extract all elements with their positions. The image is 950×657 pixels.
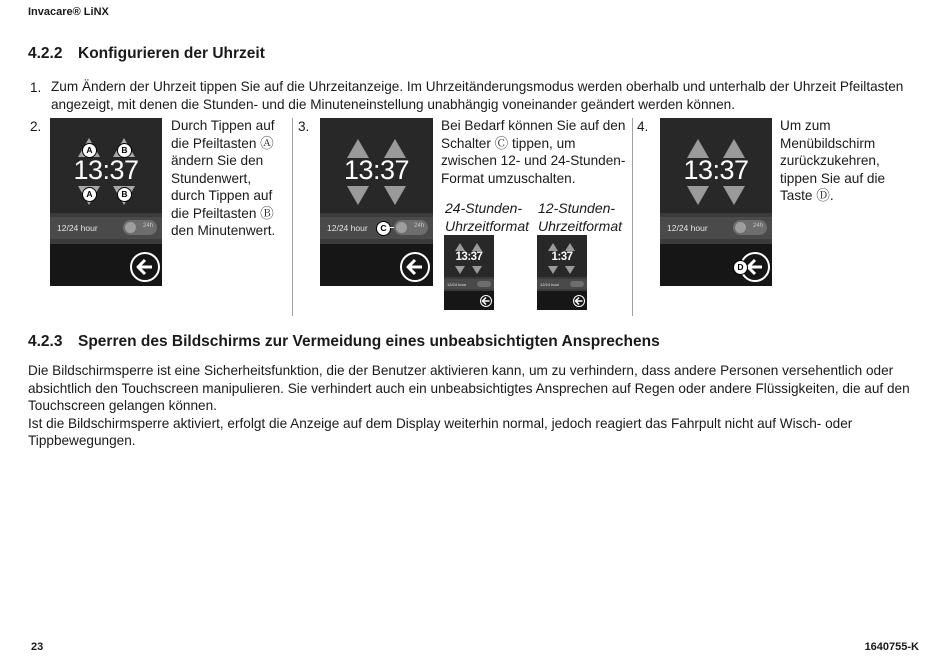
section-heading-4-2-2 (28, 45, 265, 63)
back-arrow-icon (400, 252, 430, 282)
format-toggle (570, 281, 584, 287)
step-3-line: Schalter Ⓒ tippen, um (441, 135, 576, 151)
minute-down-arrow-icon (384, 186, 406, 205)
minute-down-arrow-icon (723, 186, 745, 205)
screen-nav-area (660, 244, 772, 286)
step-3-line: Format umzuschalten. (441, 170, 576, 186)
hour-down-arrow-icon (548, 266, 558, 274)
section-title: Sperren des Bildschirms zur Vermeidung eines unbeabsichtigten Ansprechens (78, 333, 660, 350)
screen-nav-area (320, 244, 433, 286)
screen-small-24h (444, 235, 494, 310)
time-display: 13:37 (73, 155, 139, 185)
step-2-line: durch Tippen auf (171, 188, 273, 203)
screen-step-4 (660, 118, 772, 286)
paragraph-line: absichtlich den Touchscreen manipulieren. Sie verhindert auch ein unbeabsichtigtes Ansprechen auf Regen oder andere Flüssigkeiten, die auf den (28, 380, 910, 396)
marker-b-icon: B (117, 143, 132, 158)
step-4-line: Um zum (780, 118, 831, 133)
step-4-number: 4. (637, 119, 649, 134)
step-1-line: angezeigt, mit denen die Stunden- und die Minuteneinstellung unabhängig voneinander geändert werden können. (51, 96, 735, 112)
hour-down-arrow-icon (455, 266, 465, 274)
format-toggle (733, 220, 767, 235)
caption-line: 12-Stunden- (538, 200, 616, 216)
caption-24h-format (445, 199, 529, 235)
paragraph-line: Die Bildschirmsperre ist eine Sicherheitsfunktion, die der Benutzer aktivieren kann, um zu verhindern, dass andere Personen versehentlich oder (28, 363, 894, 378)
caption-12h-format (538, 199, 622, 235)
screen-nav-area (444, 291, 494, 310)
section-number: 4.2.3 (28, 333, 63, 350)
time-display: 13:37 (343, 155, 410, 185)
format-toggle (394, 220, 428, 235)
step-1-text (51, 78, 941, 113)
marker-a-icon: A (82, 187, 97, 202)
step-3-number: 3. (298, 119, 310, 134)
minute-up-arrow-icon (565, 243, 575, 251)
screen-step-3 (320, 118, 433, 286)
step-2-text (171, 117, 291, 240)
column-divider (292, 118, 293, 316)
marker-a-icon: A (82, 143, 97, 158)
step-1-number: 1. (30, 80, 42, 95)
step-3-line: Bei Bedarf können Sie auf den (441, 118, 626, 133)
format-bar (320, 217, 433, 239)
step-2-line: die Pfeiltasten Ⓐ (171, 135, 274, 151)
time-display: 1:37 (551, 251, 573, 263)
screen-nav-area (50, 244, 162, 286)
format-bar (660, 217, 772, 239)
step-2-line: Stundenwert, (171, 170, 252, 186)
toggle-label: 24h (752, 223, 763, 229)
step-4-line: Taste Ⓓ. (780, 188, 834, 203)
section-heading-4-2-3 (28, 333, 660, 351)
column-divider (632, 118, 633, 316)
step-4-line: tippen Sie auf die (780, 170, 886, 186)
hour-up-arrow-icon (455, 243, 465, 251)
format-toggle (123, 220, 157, 235)
format-label: 12/24 hour (667, 223, 708, 233)
screen-nav-area (537, 291, 587, 310)
step-4-line: zurückzukehren, (780, 153, 880, 168)
step-2-line: den Minutenwert. (171, 223, 276, 238)
marker-c-icon: C (376, 221, 391, 236)
step-3-line: zwischen 12- und 24-Stunden- (441, 153, 626, 168)
step-4-text (780, 117, 930, 205)
back-arrow-icon (480, 295, 492, 307)
format-label: 12/24 hour (327, 223, 368, 233)
step-4-line: Menübildschirm (780, 135, 876, 151)
document-header: Invacare® LiNX (28, 6, 109, 18)
format-bar (50, 217, 162, 239)
step-2-line: Durch Tippen auf (171, 118, 275, 133)
hour-down-arrow-icon (347, 186, 369, 205)
minute-down-arrow-icon (472, 266, 482, 274)
paragraph-line: Ist die Bildschirmsperre aktiviert, erfolgt die Anzeige auf dem Display weiterhin normal, jedoch reagiert das Fahrpult nicht auf Wisch- oder (28, 415, 853, 431)
step-2-line: ändern Sie den (171, 153, 264, 168)
hour-down-arrow-icon (687, 186, 709, 205)
format-toggle (477, 281, 491, 287)
minute-up-arrow-icon (472, 243, 482, 251)
format-bar (444, 279, 494, 289)
format-bar (537, 279, 587, 289)
caption-line: Uhrzeitformat (538, 218, 623, 234)
time-display: 13:37 (455, 251, 483, 263)
step-2-line: die Pfeiltasten Ⓑ (171, 205, 274, 221)
format-label: 12/24 hour (57, 223, 98, 233)
format-label: 12/24 hour (540, 282, 560, 287)
marker-b-icon: B (117, 187, 132, 202)
caption-line: Uhrzeitformat (445, 218, 530, 234)
back-arrow-icon (573, 295, 585, 307)
screen-step-2 (50, 118, 162, 286)
toggle-label: 24h (142, 223, 153, 229)
paragraph-line: Touchscreen gelangen können. (28, 398, 217, 413)
section-title: Konfigurieren der Uhrzeit (78, 45, 265, 62)
step-3-text (441, 117, 636, 187)
paragraph-line: Tippbewegungen. (28, 433, 136, 448)
hour-up-arrow-icon (548, 243, 558, 251)
caption-line: 24-Stunden- (445, 200, 523, 216)
minute-down-arrow-icon (565, 266, 575, 274)
marker-d-icon: D (733, 260, 748, 275)
toggle-label: 24h (413, 223, 424, 229)
section-4-2-3-body (28, 362, 928, 450)
section-number: 4.2.2 (28, 45, 63, 62)
document-id: 1640755-K (864, 641, 919, 653)
format-label: 12/24 hour (447, 282, 467, 287)
step-2-number: 2. (30, 119, 42, 134)
page-number: 23 (31, 641, 44, 653)
step-1-line: Zum Ändern der Uhrzeit tippen Sie auf die Uhrzeitanzeige. Im Uhrzeitänderungsmodus werden oberhalb und unterhalb der Uhrzeit Pfeiltasten (51, 79, 904, 94)
screen-small-12h (537, 235, 587, 310)
back-arrow-icon (130, 252, 160, 282)
time-display: 13:37 (683, 155, 749, 185)
